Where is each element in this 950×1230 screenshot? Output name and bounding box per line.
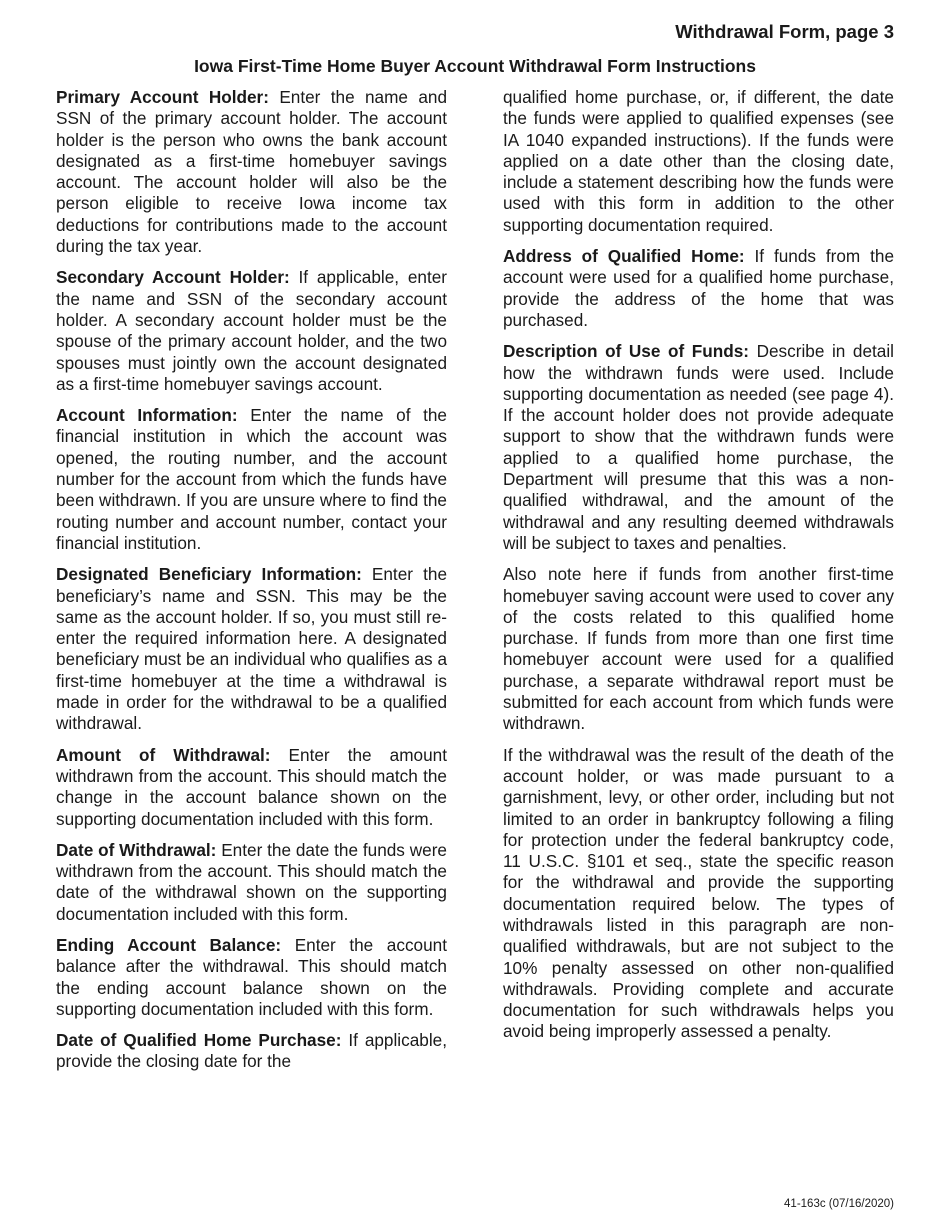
paragraph-text: If funds from the account were used for a qualified home purchase, provide the address of the home that was purchased. [503, 246, 894, 330]
paragraph-text: Describe in detail how the withdrawn funds were used. Include supporting documentation as needed (see page 4). If the account holder does not provide adequate support to show that the withdrawn funds were applied to a qualified home purchase, the Department will presume that this was a non-qualified withdrawal, and the amount of the withdrawal and any resulting deemed withdrawals will be subject to taxes and penalties. [503, 341, 894, 553]
paragraph-text: If the withdrawal was the result of the death of the account holder, or was made pursuant to a garnishment, levy, or other order, including but not limited to an order in bankruptcy following a filing for protection under the federal bankruptcy code, 11 U.S.C. §101 et seq., state the specific reason for the withdrawal and provide the supporting documentation required below. The types of withdrawals listed in this paragraph are non-qualified withdrawals, but are not subject to the 10% penalty assessed on other non-qualified withdrawals. Providing complete and accurate documentation for such withdrawals helps you avoid being improperly assessed a penalty. [503, 744, 894, 1042]
paragraph-heading: Address of Qualified Home: [503, 246, 745, 267]
form-number: 41-163c (07/16/2020) [784, 1198, 894, 1210]
paragraph-heading: Amount of Withdrawal: [56, 744, 271, 765]
paragraph-designated-beneficiary [56, 564, 447, 734]
paragraph-primary-account-holder [56, 87, 447, 257]
paragraph-heading: Secondary Account Holder: [56, 267, 290, 288]
paragraph-text: Enter the amount withdrawn from the account. This should match the change in the account balance shown on the supporting documentation included with this form. [56, 744, 447, 829]
paragraph-text: If applicable, enter the name and SSN of the secondary account holder. A secondary account holder must be the spouse of the primary account holder, and the two spouses must jointly own the account designated as a first-time homebuyer savings account. [56, 267, 448, 394]
left-column [56, 87, 447, 1083]
paragraph-text: qualified home purchase, or, if different, the date the funds were applied to qualified expenses (see IA 1040 expanded instructions). If the funds were applied on a date other than the closing date, include a statement describing how the funds were used with this form in addition to the other supporting documentation required. [503, 87, 894, 235]
paragraph-secondary-account-holder [56, 267, 447, 395]
form-title: Iowa First-Time Home Buyer Account Withdrawal Form Instructions [194, 56, 756, 76]
paragraph-text: Enter the date the funds were withdrawn from the account. This should match the date of the withdrawal shown on the supporting documentation included with this form. [56, 839, 447, 924]
paragraph-amount-of-withdrawal [56, 745, 447, 830]
paragraph-date-of-qualified-home-purchase [56, 1030, 447, 1073]
paragraph-account-information [56, 405, 447, 554]
page-label: Withdrawal Form, page 3 [675, 21, 894, 42]
paragraph-heading: Primary Account Holder: [56, 87, 269, 107]
paragraph-address-of-qualified-home [503, 246, 894, 331]
paragraph-description-of-use-of-funds [503, 341, 894, 554]
paragraph-text: Also note here if funds from another first-time homebuyer saving account were used to cover any of the costs related to this qualified home purchase. If funds from more than one first time homebuyer account were used for a qualified purchase, a separate withdrawal report must be submitted for each account from which funds were withdrawn. [503, 564, 894, 734]
paragraph-qualified-home-purchase-continued [503, 87, 894, 236]
paragraph-text: Enter the name of the financial institution in which the account was opened, the routing number, and the account number for the account from which the funds have been withdrawn. If you are unsure where to find the routing number and account number, contact your financial institution. [56, 405, 447, 553]
right-column [503, 87, 894, 1053]
paragraph-ending-account-balance [56, 935, 447, 1020]
paragraph-heading: Designated Beneficiary Information: [56, 564, 362, 585]
paragraph-text: If applicable, provide the closing date for the [56, 1030, 447, 1072]
paragraph-heading: Date of Qualified Home Purchase: [56, 1030, 342, 1051]
paragraph-heading: Account Information: [56, 405, 238, 426]
paragraph-date-of-withdrawal [56, 840, 447, 925]
paragraph-text: Enter the beneficiary’s name and SSN. This may be the same as the account holder. If so, you must still re-enter the required information here. A designated beneficiary must be an individual who qualifies as a first-time homebuyer at the time a withdrawal is made in order for the withdrawal to be a qualified withdrawal. [56, 564, 448, 734]
paragraph-heading: Date of Withdrawal: [56, 839, 217, 860]
paragraph-text: Enter the account balance after the withdrawal. This should match the ending account balance shown on the supporting documentation included with this form. [56, 934, 447, 1019]
paragraph-death-or-garnishment [503, 745, 894, 1043]
paragraph-heading: Ending Account Balance: [56, 934, 282, 955]
paragraph-text: Enter the name and SSN of the primary account holder. The account holder is the person who owns the bank account designated as a first-time homebuyer savings account. The account holder will also be the person eligible to receive Iowa income tax deductions for contributions made to the account during the tax year. [56, 87, 448, 257]
paragraph-other-accounts-note [503, 564, 894, 734]
paragraph-heading: Description of Use of Funds: [503, 341, 750, 362]
